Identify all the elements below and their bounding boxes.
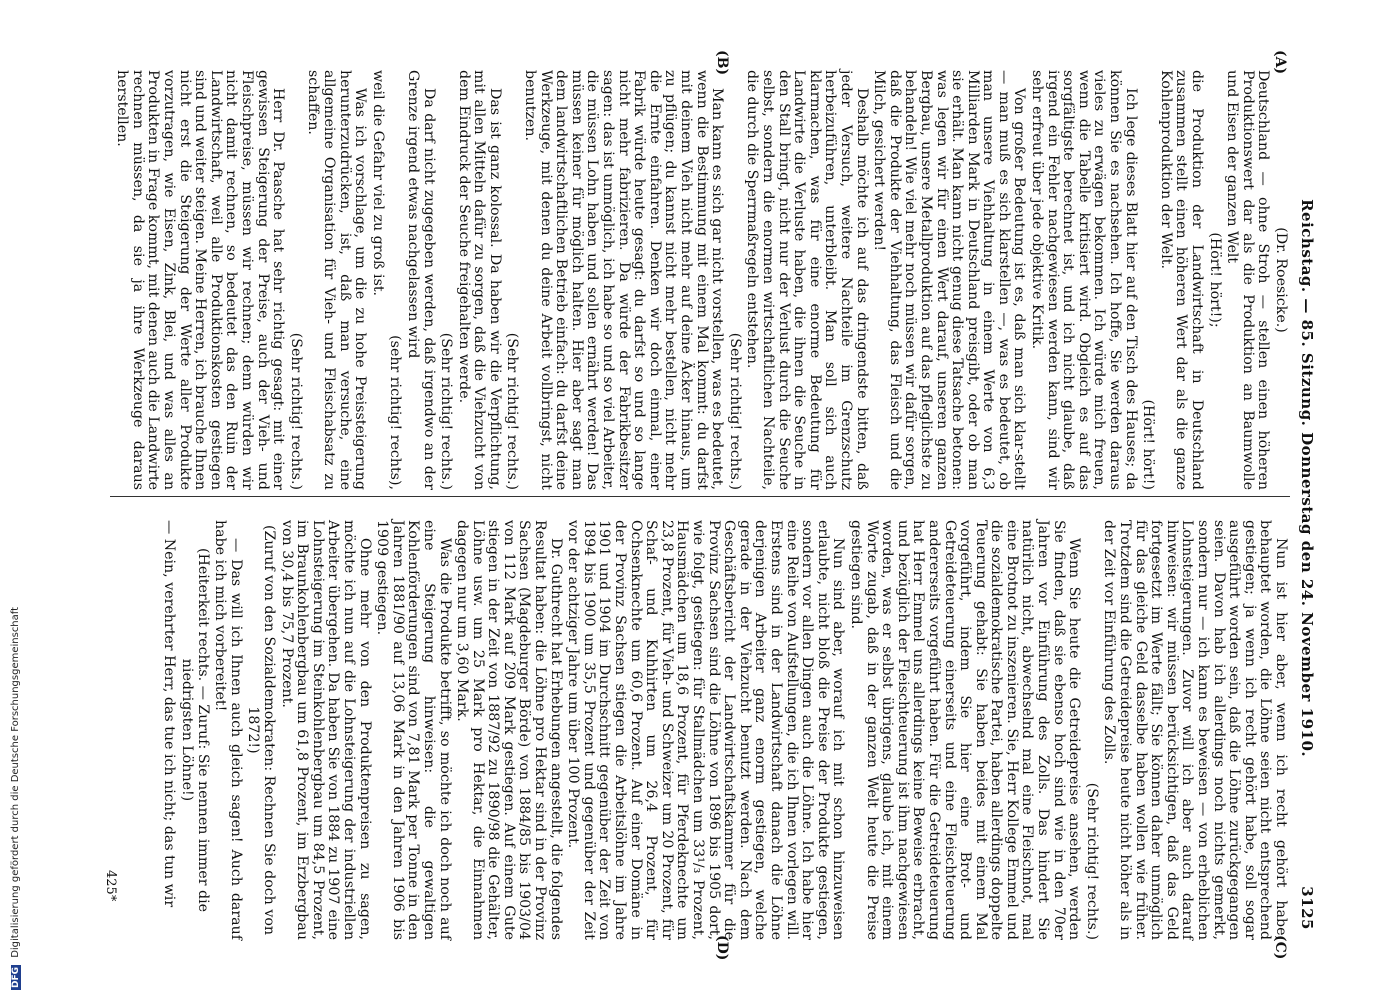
- left-column-paragraph: (sehr richtig! rechts),: [387, 335, 404, 490]
- left-column-paragraph: (Sehr richtig! rechts.): [504, 332, 521, 490]
- left-column-paragraph: (Sehr richtig! rechts.): [438, 332, 455, 490]
- left-column-paragraph: Was ich vorschlage, um die zu hohe Preissteigerung herunterzudrücken, ist, daß man versuche, eine allgemeine Organisation für Vieh- und Fleischabsatz zu schaffen.: [305, 70, 369, 490]
- page-number: 3125: [1298, 886, 1316, 930]
- margin-marker-b: (B): [714, 50, 730, 76]
- header-title: Reichstag. — 85. Sitzung. Donnerstag den 24. November 1910.: [1298, 199, 1316, 758]
- dfg-logo: DFG: [11, 966, 21, 988]
- digitization-credit-text: Digitalisierung gefördert durch die Deutsche Forschungsgemeinschaft: [10, 606, 21, 958]
- left-column-paragraph: (Dr. Roesicke.): [1273, 227, 1289, 333]
- document-page: [60, 0, 1330, 1000]
- right-column-paragraph: (Zuruf von den Sozialdemokraten: Rechnen Sie doch von 1872!): [245, 524, 277, 936]
- left-column-paragraph: (Sehr richtig! rechts.): [726, 332, 743, 490]
- right-column-paragraph: Wenn Sie heute die Getreidepreise ansehen, werden Sie finden, daß sie ebenso hoch sind wie in den 70er Jahren vor Einführung des Zolls. Das hindert Sie natürlich nicht, abwechselnd mal eine Fleischnot, mal eine Brotnot zu inszenieren. Sie, Herr Kollege Emmel und die sozialdemokratische Partei, haben allerdings doppelte Teuerung gehabt: Sie haben beides mit einem Mal vorgeführt, indem Sie hier eine Brot- und Getreideteuerung einerseits und eine Fleischteuerung andererseits vorgeführt haben. Für die Getreideteuerung hat Herr Emmel uns allerdings keine Beweise erbracht, und bezüglich der Fleischteuerung ist ihm nachgewiesen worden, was er selbst übrigens, glaube ich, mit einem Worte zugab, daß in der ganzen Welt heute die Preise gestiegen sind.: [847, 520, 1083, 940]
- left-column-paragraph: Herr Dr. Paasche hat sehr richtig gesagt: mit einer gewissen Steigerung der Preise, auch der Vieh- und Fleischpreise, müssen wir rechnen; denn würden wir nicht damit rechnen, so bedeutet das den Ruin der Landwirtschaft, weil alle Produktionskosten gestiegen sind und weiter steigen. Meine Herren, ich brauche Ihnen nicht erst die Steigerung der Werte aller Produkte vorzutragen, wie Eisen, Zink, Blei, und was alles an Produkten in Frage kommt, mit denen auch die Landwirte rechnen müssen, da sie ja ihre Werkzeuge daraus herstellen.: [114, 70, 287, 490]
- page-header: [1292, 70, 1322, 930]
- sheet-signature: 425*: [103, 870, 118, 902]
- right-text-column: [159, 520, 1288, 940]
- right-column-paragraph: Was die Produkte betrifft, so möchte ich doch noch auf eine Steigerung hinweisen: die gewaltigen Kohlenförderungen sind von 7,81 Mark per Tonne in den Jahren 1881/90 auf 13,06 Mark in den Jahren 1906 bis 1909 gestiegen.: [374, 520, 453, 940]
- right-column-paragraph: (Sehr richtig! rechts.): [1083, 782, 1100, 940]
- left-column-paragraph: (Hört! hört!): [1140, 399, 1157, 490]
- left-column-paragraph: Ich lege dieses Blatt hier auf den Tisch des Hauses; da können Sie es nachsehen. Ich hoffe, Sie werden daraus vieles zu erwägen bekommen. Ich würde mich freuen, wenn die Tabelle kritisiert wird. Obgleich es auf das sorgfältigste berechnet ist, und ich nicht glaube, daß irgend ein Fehler nachgewiesen werden kann, sind wir sehr erfreut über jede objektive Kritik.: [1029, 70, 1139, 490]
- margin-marker-c: (C): [1272, 935, 1288, 960]
- left-text-column: [112, 70, 1288, 490]
- margin-marker-a: (A): [1272, 50, 1288, 75]
- right-column-paragraph: Nun sind aber, worauf ich mit schon hinzuweisen erlaubte, nicht bloß die Preise der Produkte gestiegen, sondern vor allen Dingen auch die Löhne. Ich habe hier eine Reihe von Aufstellungen, die ich Ihnen vorlegen will. Erstens sind in der Landwirtschaft danach die Löhne derjenigen Arbeiter ganz enorm gestiegen, welche gerade in der Viehzucht benutzt werden. Nach dem Geschäftsbericht der Landwirtschaftskammer für die Provinz Sachsen sind die Löhne von 1896 bis 1905 dort, wie folgt, gestiegen: für Stallmädchen um 33¹/₃ Prozent, Hausmädchen um 18,6 Prozent, für Pferdeknechte um 23,8 Prozent, für Vieh- und Schweizer um 20 Prozent, für Schaf- und Kuhhirten um 26,4 Prozent, für Ochsenknechte um 60,6 Prozent. Auf einer Domäne in der Provinz Sachsen stiegen die Arbeitslöhne im Jahre 1901 und 1904 im Durchschnitt gegenüber der Zeit von 1894 bis 1900 um 35,5 Prozent und gegenüber der Zeit vor der achtziger Jahre um über 100 Prozent.: [565, 520, 847, 940]
- left-column-paragraph: (Hört! hört!);: [1206, 232, 1223, 328]
- right-column-paragraph: Dr. Guthrecht hat Erhebungen angestellt, die folgendes Resultat haben: die Löhne pro Hektar sind in der Provinz Sachsen (Magdeburger Börde) von 1884/85 bis 1903/04 von 112 Mark auf 209 Mark gestiegen. Auf einem Gute stiegen in der Zeit von 1887/92 zu 1890/98 die Gehälter, Löhne usw. um 25 Mark pro Hektar, die Einnahmen dagegen nur um 3,60 Mark.: [454, 520, 564, 940]
- left-column-paragraph: Das ist ganz kolossal. Da haben wir die Verpflichtung, mit allen Mitteln dafür zu sorgen, daß die Viehzucht von dem Eindruck der Seuche freigehalten werde.: [455, 70, 503, 490]
- right-column-paragraph: (Heiterkeit rechts. — Zuruf: Sie nennen immer die niedrigsten Löhne!): [179, 547, 211, 913]
- right-column-paragraph: — Das will ich Ihnen auch gleich sagen! Auch darauf habe ich mich vorbereitet!: [212, 520, 244, 940]
- left-column-paragraph: die Produktion der Landwirtschaft in Deutschland zusammen stellt einen höheren Wert dar als die ganze Kohlenproduktion der Welt.: [1157, 70, 1206, 490]
- left-column-paragraph: (Sehr richtig! rechts.): [287, 332, 304, 490]
- left-column-paragraph: Da darf nicht zugegeben werden, daß irgendwo an der Grenze irgend etwas nachgelassen wird: [404, 70, 437, 490]
- right-column-paragraph: Ohne mehr von den Produktenpreisen zu sagen, möchte ich nun auf die Lohnsteigerung der industriellen Arbeiter übergehen. Da haben Sie von 1884 zu 1907 eine Lohnsteigerung im Steinkohlenbergbau um 84,5 Prozent, im Braunkohlenbergbau um 61,8 Prozent, im Erzbergbau von 30,4 bis 75,7 Prozent.: [278, 520, 373, 940]
- right-column-paragraph: — Nein, verehrter Herr, das tue ich nicht; das tun wir: [161, 520, 178, 908]
- digitization-credit: [10, 0, 26, 990]
- left-column-paragraph: Deshalb möchte ich auf das dringendste bitten, daß jeder Versuch, weitere Nachteile im Grenzschutz herbeizuführen, unterbleibt. Man soll sich auch klarmachen, was für eine enorme Bedeutung für Landwirte die Verluste haben, die ihnen die Seuche in den Stall bringt, nicht nur der Verlust durch die Seuche selbst, sondern die enormen wirtschaftlichen Nachteile, die durch die Sperrmaßregeln entstehen.: [744, 70, 870, 490]
- left-column-paragraph: Deutschland — ohne Stroh — stellen einen höheren Produktionswert dar als die Produktion an Baumwolle und Eisen der ganzen Welt: [1224, 70, 1272, 490]
- left-column-paragraph: weil die Gefahr viel zu groß ist.: [369, 70, 386, 297]
- left-column-paragraph: Von großer Bedeutung ist es, daß man sich klar-stellt — man muß es sich klarstellen —, was es bedeutet, ob man unsere Viehhaltung in einem Werte von 6,3 Milliarden Mark in Deutschland preisgibt, oder ob man sie erhält. Man kann nicht genug diese Tatsache betonen: was legen wir für einen Wert darauf, unseren ganzen Bergbau, unsere Metallproduktion auf das pfleglichste zu behandeln! Wie viel mehr noch müssen wir dafür sorgen, daß die Produkte der Viehhaltung, das Fleisch und die Milch, gesichert werden!: [871, 70, 1028, 490]
- margin-marker-d: (D): [714, 935, 730, 961]
- column-divider: [110, 496, 1290, 497]
- left-column-paragraph: Man kann es sich gar nicht vorstellen, was es bedeutet, wenn die Bestimmung mit einem Mal kommt: du darfst mit deinem Vieh nicht mehr auf deine Äcker hinaus, um zu pflügen; du kannst nicht mehr bestellen, nicht mehr die Ernte einfahren. Denken wir doch einmal, einer Fabrik würde heute gesagt: du darfst so und so lange nicht mehr fabrizieren. Da würde der Fabrikbesitzer sagen: das ist unmöglich, ich habe so und so viel Arbeiter, die müssen Lohn haben und sollen ernährt werden! Das müssen keiner für möglich halten. Hier aber sagt man dem landwirtschaftlichen Betrieb einfach: du darfst deine Werkzeuge, mit denen du deine Arbeit vollbringst, nicht benutzen.: [522, 70, 726, 490]
- right-column-paragraph: Nun ist hier aber, wenn ich recht gehört habe, behauptet worden, die Löhne seien nicht entsprechend gestiegen; ja wenn ich recht gehört habe, soll sogar ausgeführt worden sein, daß die Löhne zurückgegangen seien. Davon hab ich allerdings noch nichts gemerkt, sondern nur — ich kann es beweisen — von erheblichen Lohnsteigerungen. Zuvor will ich aber auch darauf hinweisen: wir müssen berücksichtigen, daß das Geld fortgesetzt im Werte fällt; Sie können daher unmöglich für das gleiche Geld dasselbe haben wollen wie früher. Trotzdem sind die Getreidepreise heute nicht höher als in der Zeit vor Einführung des Zolls.: [1101, 520, 1289, 940]
